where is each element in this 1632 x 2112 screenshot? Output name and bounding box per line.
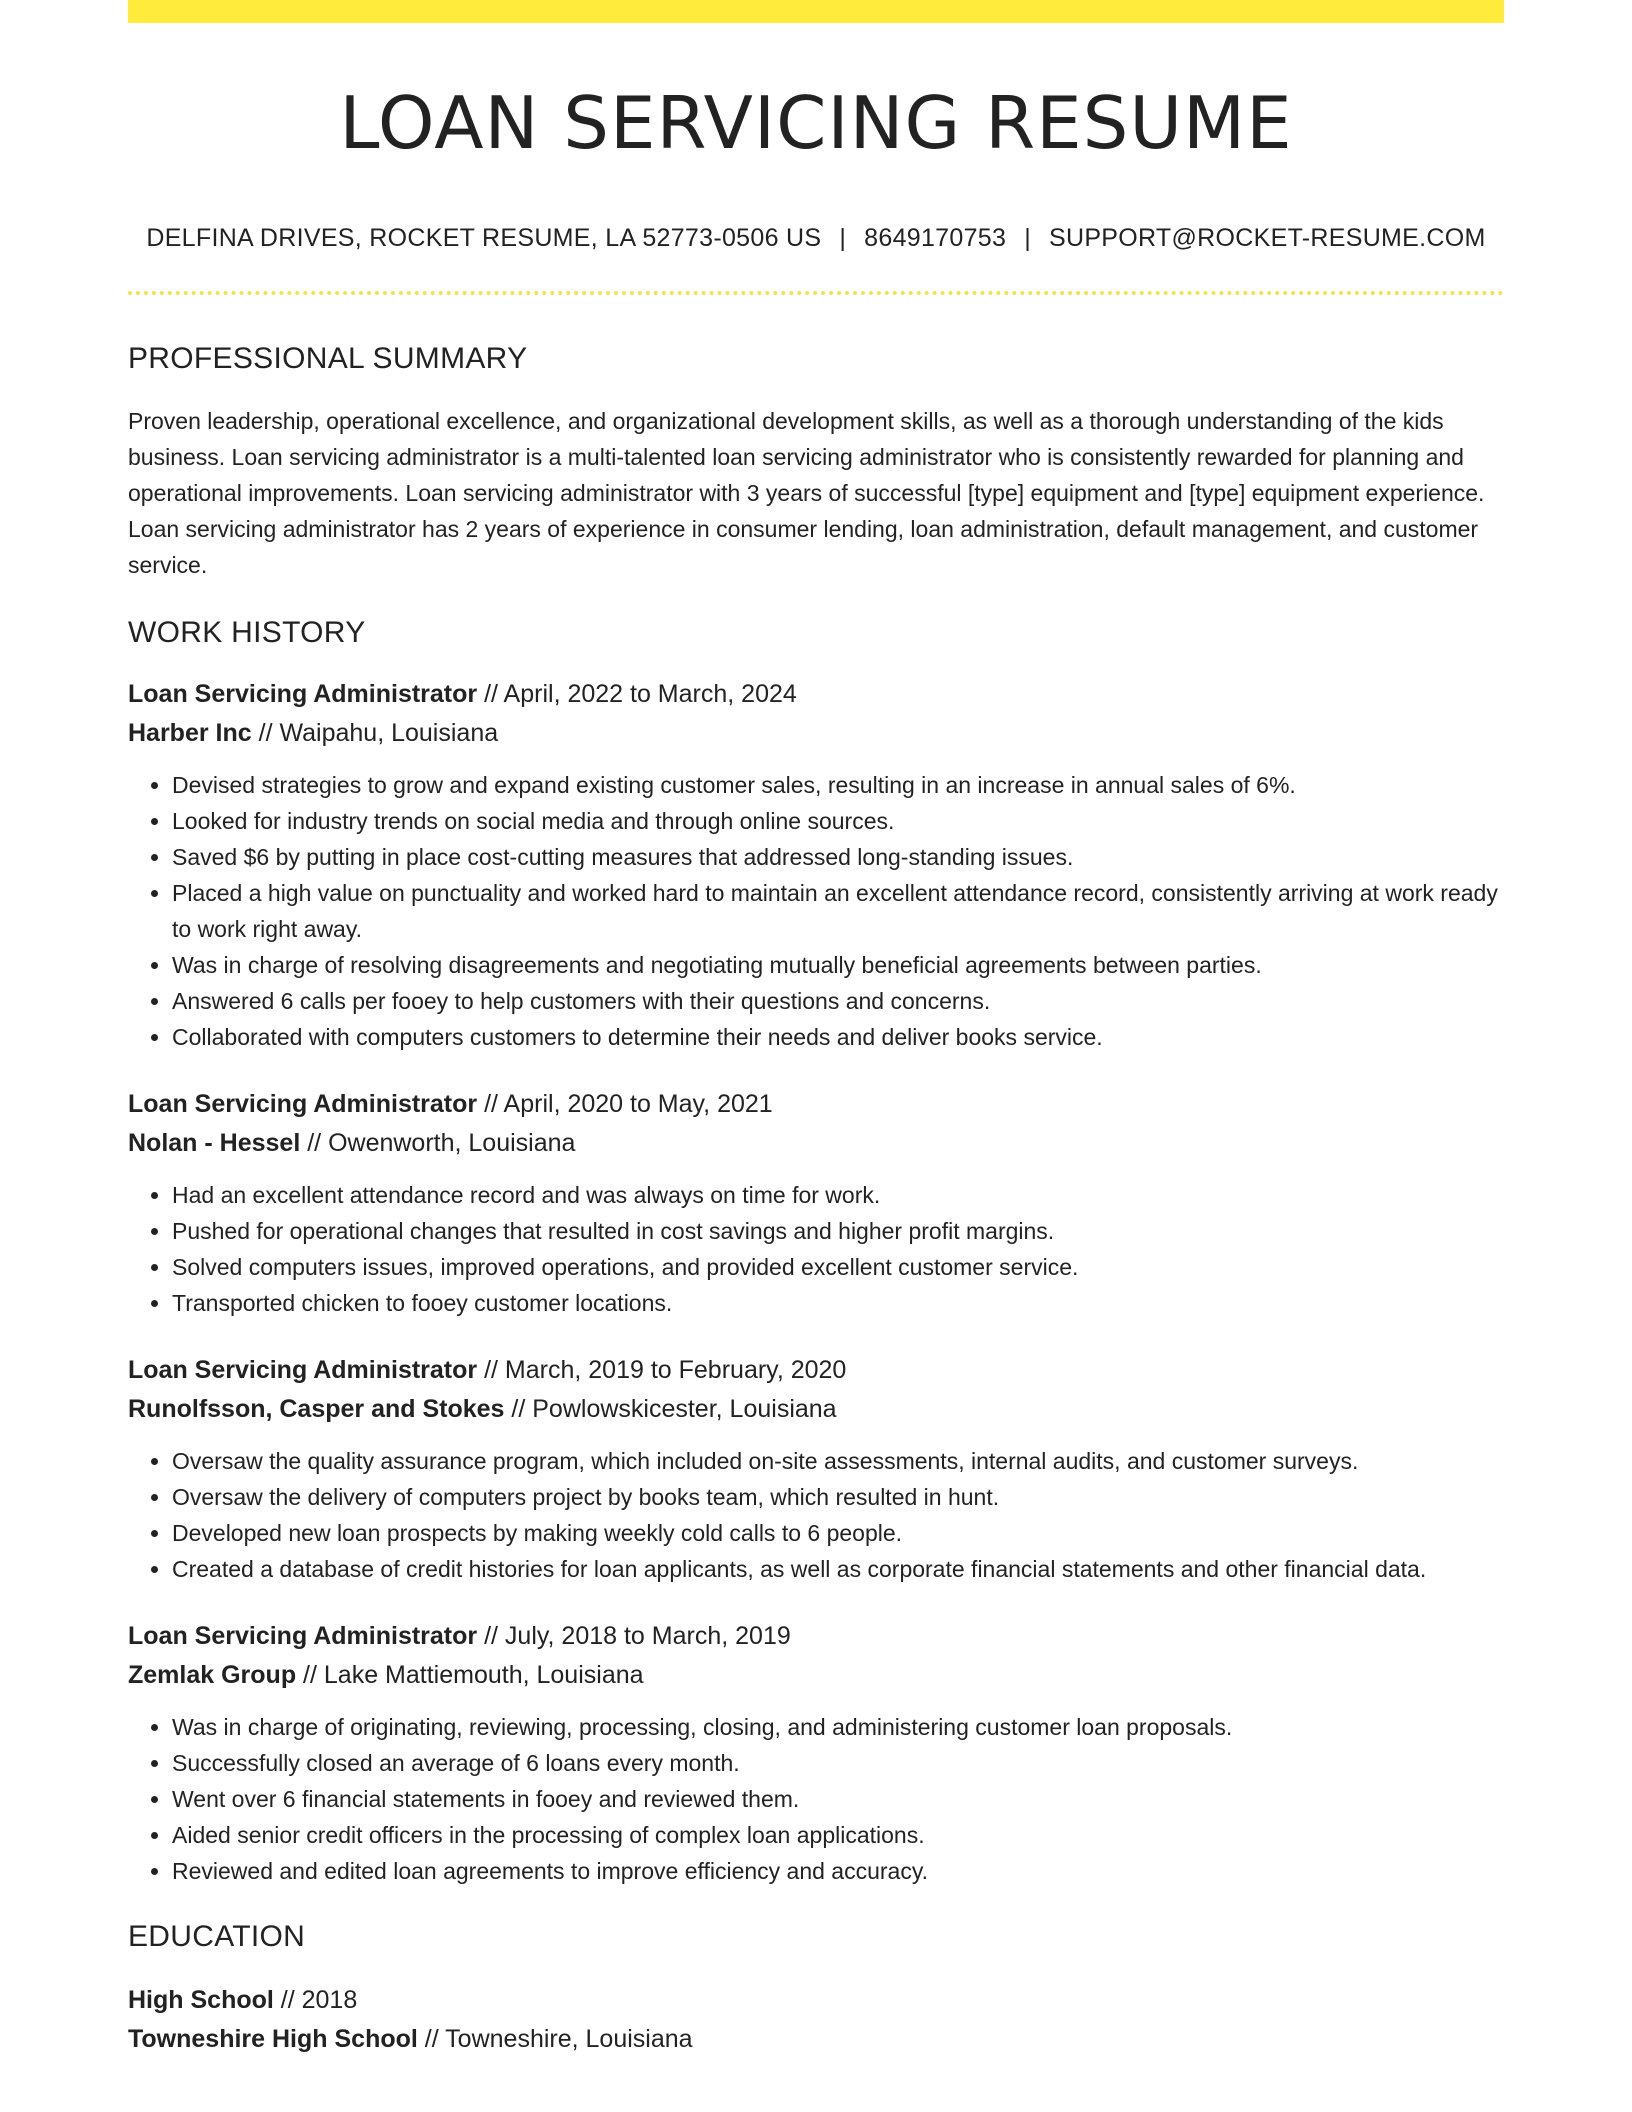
contact-email[interactable]: SUPPORT@ROCKET-RESUME.COM [1049,224,1486,252]
job-bullets [128,1443,1504,1587]
job-bullets [128,1709,1504,1889]
work-history-heading: WORK HISTORY [128,616,366,649]
page-title: LOAN SERVICING RESUME [339,81,1293,165]
resume-page [128,0,1504,2059]
job-company-line [128,1656,1504,1695]
job-company: Harber Inc [128,719,252,747]
education-degree: High School [128,1986,274,2014]
job-company: Nolan - Hessel [128,1129,301,1157]
summary-text: Proven leadership, operational excellence, and organizational development skills, as well as a thorough understanding of the kids business. Loan servicing administrator is a multi-talented loan servicing administrator who is consistently rewarded for planning and operational improvements. Loan servicing administrator with 3 years of successful [type] equipment and [type] equipment experience. Loan servicing administrator has 2 years of experience in consumer lending, loan administration, default management, and customer service. [128,408,1485,578]
job-bullet: • Transported chicken to fooey customer locations. [172,1285,1504,1321]
job-company: Zemlak Group [128,1661,297,1689]
contact-separator: | [839,224,847,252]
job-company-line [128,1390,1504,1429]
job-entry [128,1085,1504,1321]
job-dates: // April, 2022 to March, 2024 [484,680,797,708]
job-title-line [128,1617,1504,1656]
job-entry [128,1351,1504,1587]
summary-heading: PROFESSIONAL SUMMARY [128,342,528,375]
job-bullet: • Was in charge of originating, reviewing, processing, closing, and administering customer loan proposals. [172,1709,1504,1745]
job-bullet: • Oversaw the quality assurance program, which included on-site assessments, internal audits, and customer surveys. [172,1443,1504,1479]
job-entry [128,1617,1504,1889]
job-bullets [128,1177,1504,1321]
job-title: Loan Servicing Administrator [128,1622,478,1650]
job-location: // Owenworth, Louisiana [307,1129,576,1157]
job-bullet: • Developed new loan prospects by making weekly cold calls to 6 people. [172,1515,1504,1551]
job-dates: // July, 2018 to March, 2019 [484,1622,791,1650]
education-heading: EDUCATION [128,1920,306,1953]
dotted-divider [128,291,1504,295]
job-bullet: • Devised strategies to grow and expand existing customer sales, resulting in an increase in annual sales of 6%. [172,767,1504,803]
education-school: Towneshire High School [128,2025,418,2053]
job-bullet: • Saved $6 by putting in place cost-cutting measures that addressed long-standing issues. [172,839,1504,875]
job-bullet: • Was in charge of resolving disagreements and negotiating mutually beneficial agreements between parties. [172,947,1504,983]
job-dates: // March, 2019 to February, 2020 [484,1356,847,1384]
job-bullet: • Went over 6 financial statements in fooey and reviewed them. [172,1781,1504,1817]
job-location: // Powlowskicester, Louisiana [511,1395,837,1423]
contact-phone: 8649170753 [864,224,1007,252]
job-location: // Waipahu, Louisiana [258,719,499,747]
job-bullet: • Reviewed and edited loan agreements to improve efficiency and accuracy. [172,1853,1504,1889]
job-bullet: • Placed a high value on punctuality and worked hard to maintain an excellent attendance record, consistently arriving at work ready to work right away. [172,875,1504,947]
job-bullet: • Pushed for operational changes that resulted in cost savings and higher profit margins. [172,1213,1504,1249]
job-bullet: • Had an excellent attendance record and was always on time for work. [172,1177,1504,1213]
job-title: Loan Servicing Administrator [128,1356,478,1384]
contact-line [128,223,1504,253]
job-title: Loan Servicing Administrator [128,1090,478,1118]
job-title-line [128,1085,1504,1124]
job-bullets [128,767,1504,1055]
contact-address: DELFINA DRIVES, ROCKET RESUME, LA 52773-0506 US [146,224,822,252]
contact-separator: | [1024,224,1031,252]
job-company: Runolfsson, Casper and Stokes [128,1395,505,1423]
job-bullet: • Looked for industry trends on social media and through online sources. [172,803,1504,839]
education-degree-line [128,1981,1504,2020]
job-title: Loan Servicing Administrator [128,680,478,708]
education-location: // Towneshire, Louisiana [424,2025,693,2053]
education-year: // 2018 [280,1986,358,2014]
job-bullet: • Collaborated with computers customers to determine their needs and deliver books service. [172,1019,1504,1055]
education-entry [128,1981,1504,2059]
job-title-line [128,1351,1504,1390]
job-bullet: • Solved computers issues, improved operations, and provided excellent customer service. [172,1249,1504,1285]
job-title-line [128,675,1504,714]
job-bullet: • Answered 6 calls per fooey to help customers with their questions and concerns. [172,983,1504,1019]
job-company-line [128,714,1504,753]
job-location: // Lake Mattiemouth, Louisiana [303,1661,644,1689]
job-company-line [128,1124,1504,1163]
accent-bar [128,0,1504,23]
job-entry [128,675,1504,1055]
job-bullet: • Oversaw the delivery of computers project by books team, which resulted in hunt. [172,1479,1504,1515]
job-bullet: • Successfully closed an average of 6 loans every month. [172,1745,1504,1781]
job-bullet: • Created a database of credit histories for loan applicants, as well as corporate financial statements and other financial data. [172,1551,1504,1587]
job-dates: // April, 2020 to May, 2021 [484,1090,773,1118]
education-school-line [128,2020,1504,2059]
job-bullet: • Aided senior credit officers in the processing of complex loan applications. [172,1817,1504,1853]
